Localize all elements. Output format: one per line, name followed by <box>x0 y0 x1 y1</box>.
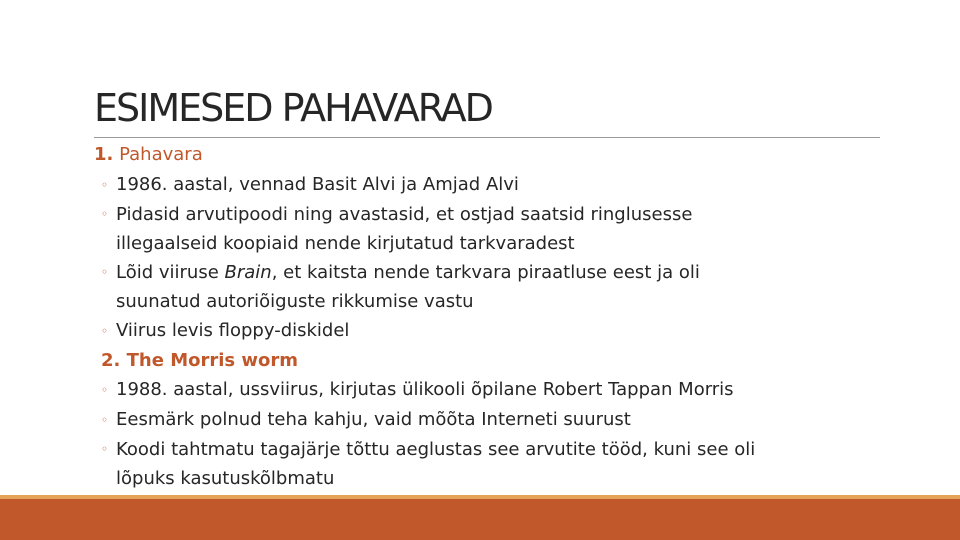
bullet-text: 1988. aastal, ussviirus, kirjutas ülikooli õpilane Robert Tappan Morris <box>116 379 734 400</box>
bullet-text: 1986. aastal, vennad Basit Alvi ja Amjad Alvi <box>116 173 519 195</box>
section-heading-2 <box>94 346 884 376</box>
bullet-marker-icon: ◦ <box>101 177 109 192</box>
bullet-text: Viirus levis floppy-diskidel <box>116 319 350 341</box>
footer-accent-bar <box>0 495 960 540</box>
section-title-1: Pahavara <box>119 144 203 165</box>
bullet-text: Koodi tahtmatu tagajärje tõttu aeglustas see arvutite tööd, kuni see oli lõpuks kasutuskõlbmatu <box>116 439 756 489</box>
bullet-text <box>116 262 700 312</box>
bullet-item <box>94 405 884 435</box>
bullet-item <box>94 258 884 316</box>
slide-content <box>94 140 884 493</box>
bullet-marker-icon: ◦ <box>101 206 109 221</box>
slide-title: ESIMESED PAHAVARAD <box>94 86 492 130</box>
bullet-text: Eesmärk polnud teha kahju, vaid mõõta Interneti suurust <box>116 409 631 430</box>
bullet-marker-icon: ◦ <box>101 413 109 427</box>
bullet-marker-icon: ◦ <box>101 383 109 397</box>
virus-name: Brain <box>224 261 272 283</box>
bullet-item <box>94 316 884 346</box>
bullet-marker-icon: ◦ <box>101 264 109 279</box>
section-heading-1 <box>94 140 884 170</box>
bullet-item <box>94 375 884 405</box>
title-divider <box>94 137 880 138</box>
bullet-item <box>94 200 884 258</box>
bullet-item <box>94 170 884 200</box>
bullet-marker-icon: ◦ <box>101 323 109 338</box>
bullet-text-before: Lõid viiruse <box>116 261 225 283</box>
bullet-item <box>94 435 884 493</box>
section-number-1: 1. <box>94 144 114 165</box>
bullet-text: Pidasid arvutipoodi ning avastasid, et ostjad saatsid ringlusesse illegaalseid koopiaid nende kirjutatud tarkvaradest <box>116 203 693 254</box>
footer-accent-stripe <box>0 495 960 499</box>
section-number-2: 2. <box>101 349 121 371</box>
bullet-marker-icon: ◦ <box>101 442 109 456</box>
section-title-2: The Morris worm <box>126 349 299 371</box>
bullet-text-after: , et kaitsta nende tarkvara piraatluse eest ja oli suunatud autoriõiguste rikkumise vastu <box>116 261 700 312</box>
